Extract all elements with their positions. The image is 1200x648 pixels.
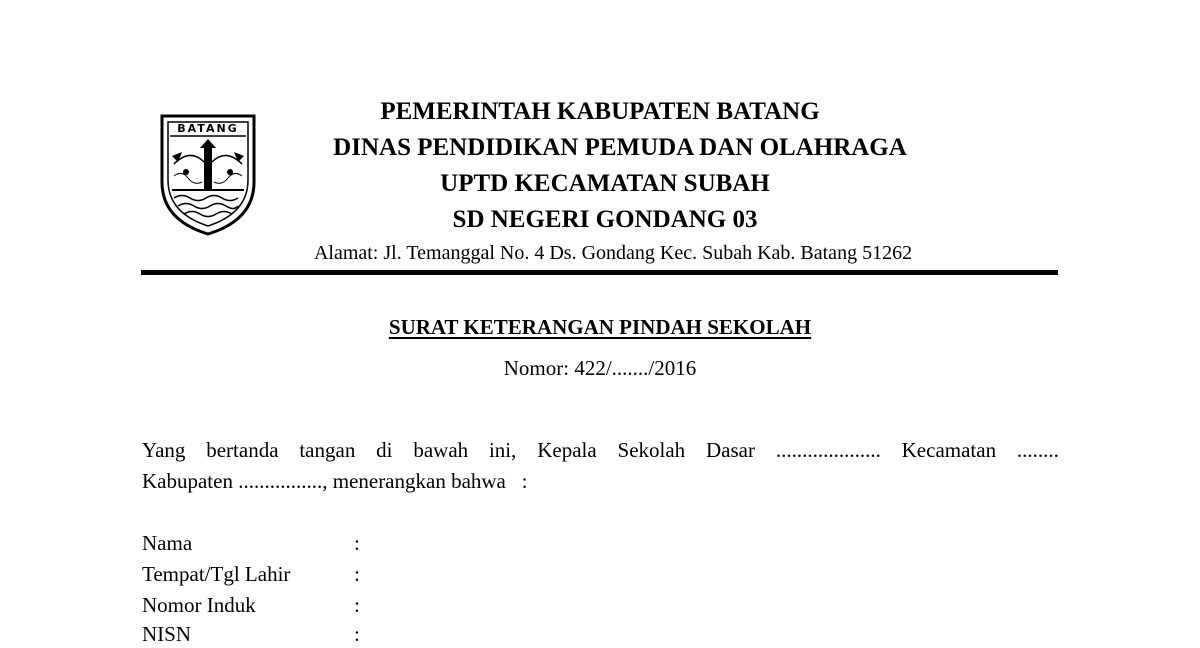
letterhead-department: DINAS PENDIDIKAN PEMUDA DAN OLAHRAGA [333,134,907,161]
field-separator: : [354,593,360,617]
letter-intro-paragraph [142,435,1059,497]
field-separator: : [354,531,360,555]
intro-word: Dasar [706,438,755,462]
intro-word: Sekolah [617,438,686,462]
emblem-lettering: BATANG [177,122,239,135]
letter-title-text: SURAT KETERANGAN PINDAH SEKOLAH [388,315,812,339]
intro-word: ........ [1016,438,1059,462]
letterhead-school-name: SD NEGERI GONDANG 03 [452,206,758,233]
intro-word: Kecamatan [901,438,997,462]
field-label: Nomor Induk [142,593,256,617]
field-row-nisn [142,620,360,648]
intro-line-1 [142,435,1059,466]
letter-number: Nomor: 422/......./2016 [503,356,697,380]
field-label: Tempat/Tgl Lahir [142,562,291,586]
field-row-name [142,529,360,557]
letterhead-divider [141,270,1058,275]
intro-line-2: Kabupaten ................, menerangkan bahwa : [142,469,528,493]
field-separator: : [354,622,360,646]
letterhead-district-unit: UPTD KECAMATAN SUBAH [440,170,770,197]
intro-word: bawah [413,438,469,462]
intro-word: di [376,438,393,462]
intro-word: Kepala [537,438,597,462]
intro-word: tangan [299,438,356,462]
intro-word: Yang [142,438,186,462]
letter-title [200,313,1000,341]
field-separator: : [354,562,360,586]
field-row-birth [142,560,360,588]
intro-word: .................... [775,438,881,462]
field-row-student-number [142,591,360,619]
letterhead-address: Alamat: Jl. Temanggal No. 4 Ds. Gondang Kec. Subah Kab. Batang 51262 [313,242,913,264]
field-label: NISN [142,622,192,646]
field-label: Nama [142,531,193,555]
intro-word: ini, [488,438,517,462]
letterhead-government: PEMERINTAH KABUPATEN BATANG [380,98,820,125]
intro-word: bertanda [206,438,279,462]
